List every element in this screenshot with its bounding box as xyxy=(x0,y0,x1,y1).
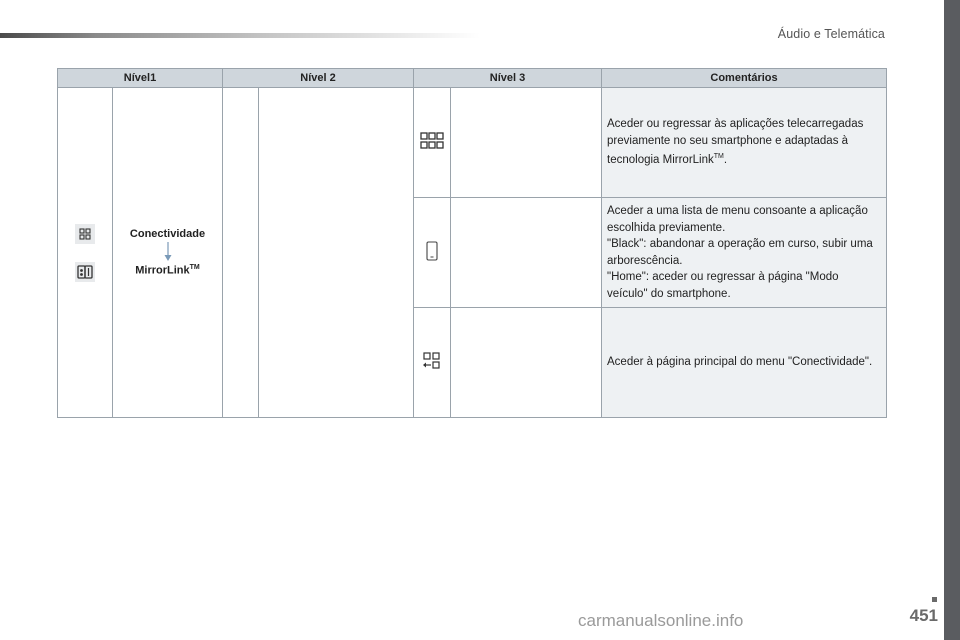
table-header-row xyxy=(58,69,887,88)
mirrorlink-icon xyxy=(75,262,95,282)
level1-label-cell xyxy=(113,88,223,418)
table-row xyxy=(58,88,887,198)
arrow-down-icon xyxy=(164,242,172,262)
header-level3: Nível 3 xyxy=(414,69,602,88)
level3-icon-cell xyxy=(414,308,451,418)
level2-label-cell xyxy=(259,88,414,418)
level1-icon-cell xyxy=(58,88,113,418)
header-level2: Nível 2 xyxy=(223,69,414,88)
level3-label-cell xyxy=(451,308,602,418)
connectivity-icon xyxy=(75,224,95,244)
smartphone-icon xyxy=(425,241,439,264)
level1-label: Conectividade xyxy=(129,228,206,241)
level3-icon-cell xyxy=(414,88,451,198)
page-number: 451 xyxy=(909,606,938,625)
back-to-menu-icon xyxy=(422,352,442,373)
level2-icon-cell xyxy=(223,88,259,418)
app-grid-icon xyxy=(420,132,444,153)
comment-cell: Aceder a uma lista de menu consoante a aplicação escolhida previamente. "Black": abandonar a operação em curso, subir uma arborescência. "Home": aceder ou regressar à página "Modo veículo" do smartphone. xyxy=(602,198,887,308)
comment-cell: Aceder ou regressar às aplicações telecarregadas previamente no seu smartphone e adaptadas à tecnologia MirrorLink™. xyxy=(602,88,887,198)
level3-icon-cell xyxy=(414,198,451,308)
page-marker xyxy=(932,597,937,602)
watermark: carmanualsonline.info xyxy=(578,611,744,630)
header-level1: Nível1 xyxy=(58,69,223,88)
section-title: Áudio e Telemática xyxy=(777,27,885,41)
level3-label-cell xyxy=(451,198,602,308)
menu-table xyxy=(57,68,887,418)
side-strip xyxy=(944,0,960,640)
header-comments: Comentários xyxy=(602,69,887,88)
level1-sublabel: MirrorLink™ xyxy=(135,264,200,277)
comment-cell: Aceder à página principal do menu "Conectividade". xyxy=(602,308,887,418)
header-gradient-bar xyxy=(0,33,480,38)
level3-label-cell xyxy=(451,88,602,198)
